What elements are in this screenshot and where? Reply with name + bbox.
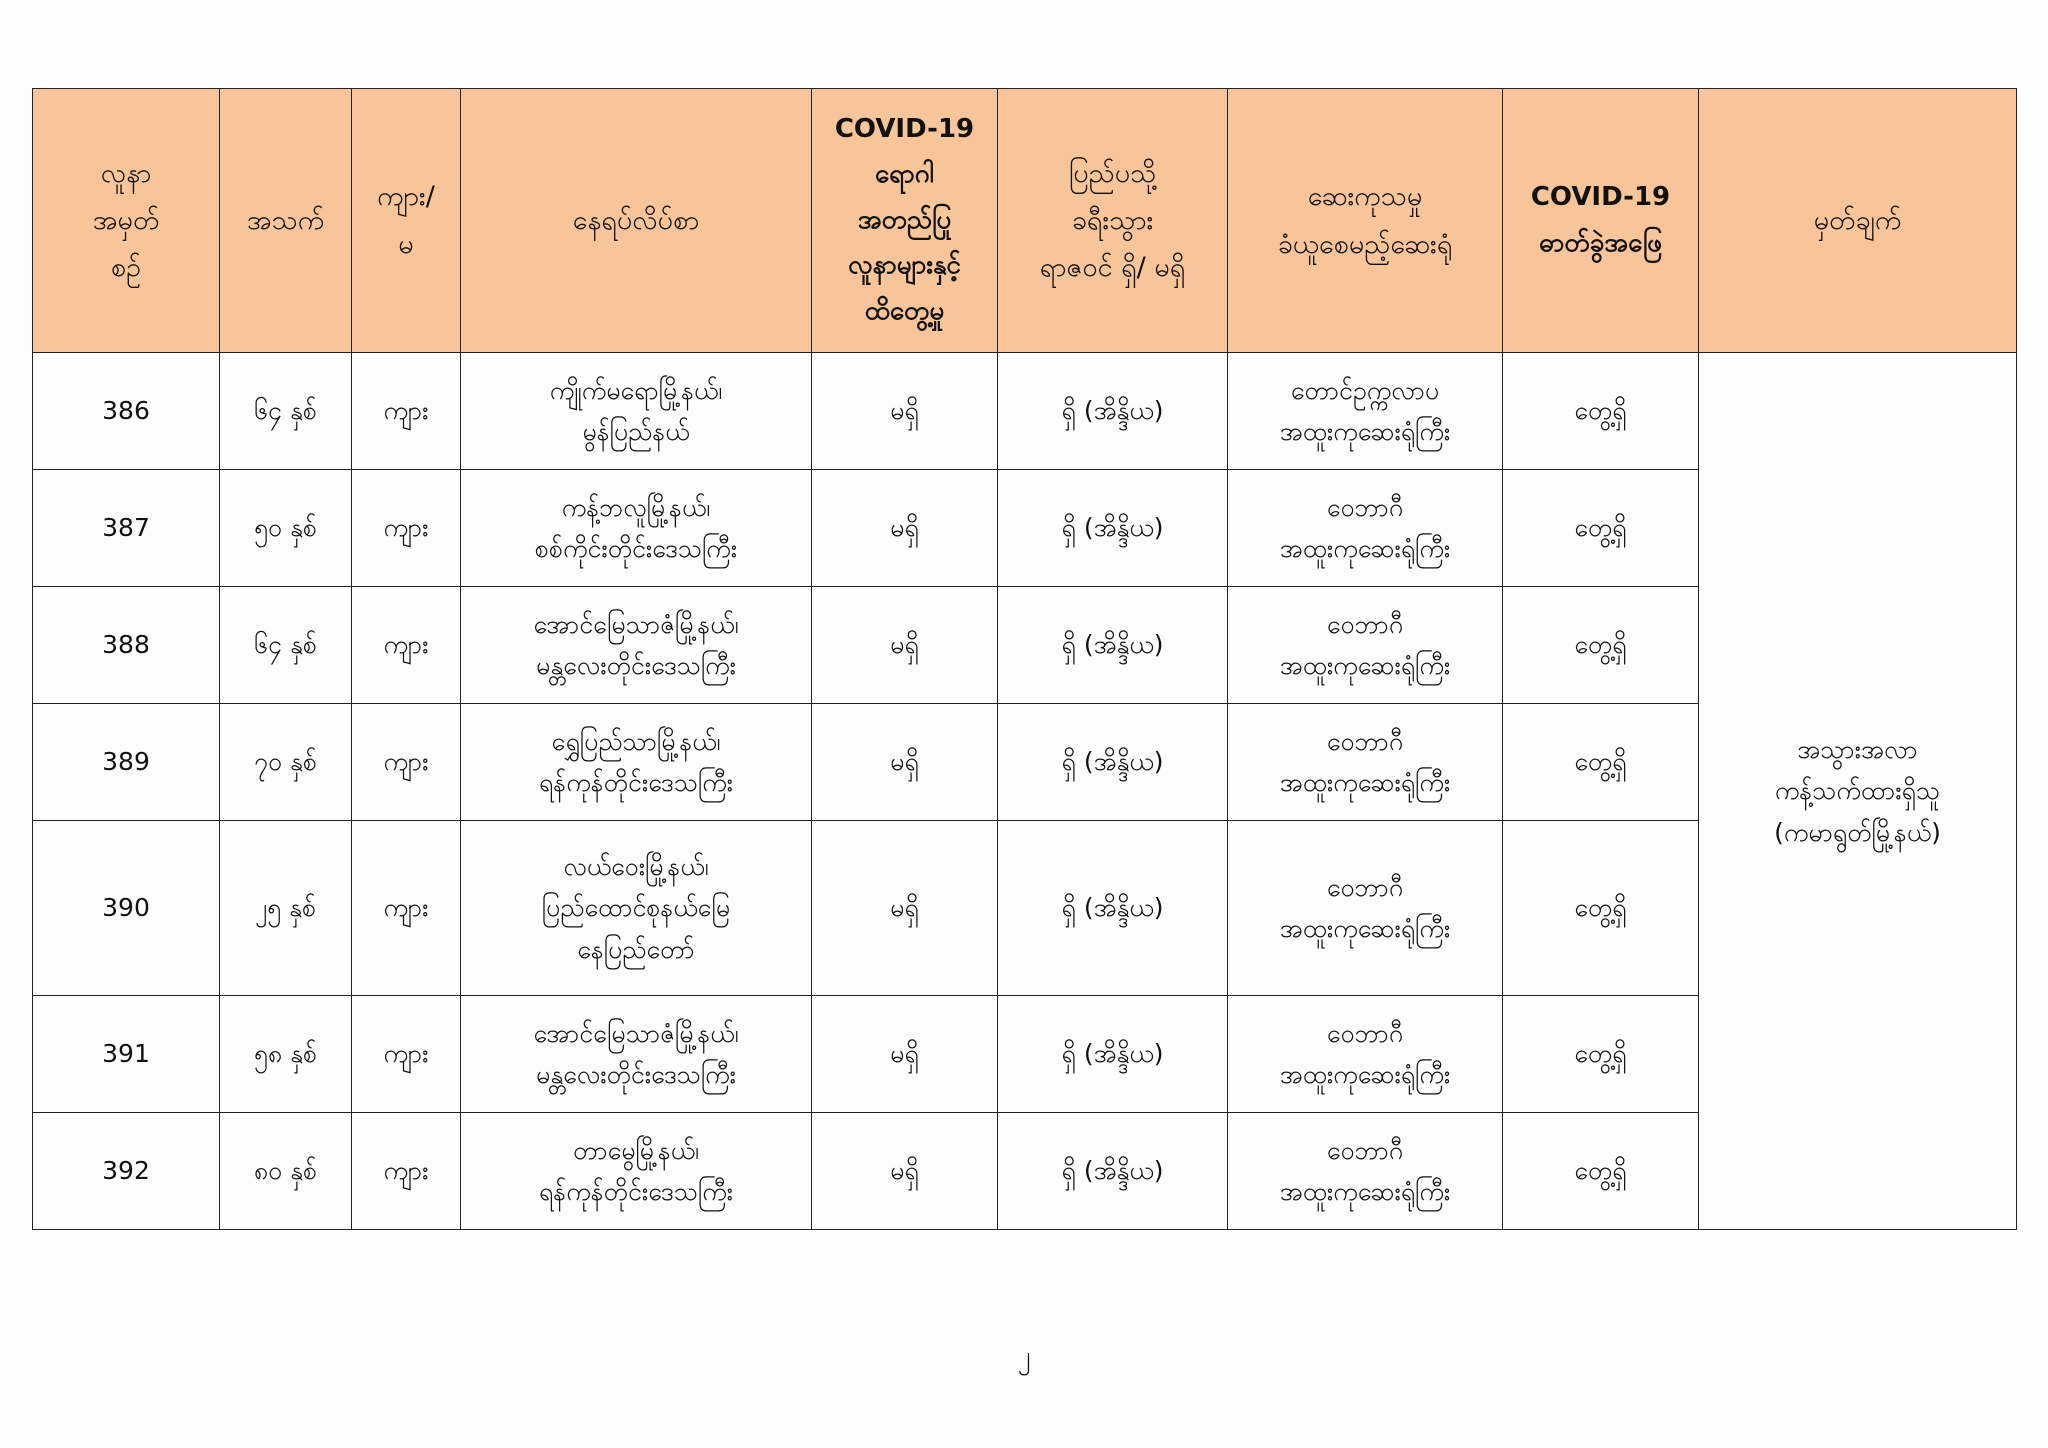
cell-result: တွေ့ရှိ: [1503, 996, 1699, 1113]
page-number: ၂: [1017, 1341, 1031, 1371]
cell-contact: မရှိ: [812, 821, 998, 996]
cell-age: ၅၀ နှစ်: [220, 470, 352, 587]
cell-address: ကန့်ဘလူမြို့နယ်၊ စစ်ကိုင်းတိုင်းဒေသကြီး: [461, 470, 812, 587]
cell-sex: ကျား: [352, 1113, 461, 1230]
cell-sex: ကျား: [352, 996, 461, 1113]
cell-hospital: ဝေဘာဂီ အထူးကုဆေးရုံကြီး: [1228, 470, 1503, 587]
cell-travel: ရှိ (အိန္ဒိယ): [998, 587, 1228, 704]
cell-travel: ရှိ (အိန္ဒိယ): [998, 821, 1228, 996]
cell-age: ၂၅ နှစ်: [220, 821, 352, 996]
cell-hospital: ဝေဘာဂီ အထူးကုဆေးရုံကြီး: [1228, 587, 1503, 704]
cell-address: အောင်မြေသာဇံမြို့နယ်၊ မန္တလေးတိုင်းဒေသကြီး: [461, 587, 812, 704]
cell-age: ၆၄ နှစ်: [220, 587, 352, 704]
cell-age: ၆၄ နှစ်: [220, 353, 352, 470]
cell-result: တွေ့ရှိ: [1503, 587, 1699, 704]
table-header: [33, 89, 2017, 353]
cell-address: ကျိုက်မရောမြို့နယ်၊ မွန်ပြည်နယ်: [461, 353, 812, 470]
cell-patient-no: 390: [33, 821, 220, 996]
cell-travel: ရှိ (အိန္ဒိယ): [998, 1113, 1228, 1230]
cell-travel: ရှိ (အိန္ဒိယ): [998, 704, 1228, 821]
cell-hospital: ဝေဘာဂီ အထူးကုဆေးရုံကြီး: [1228, 996, 1503, 1113]
cell-address: လယ်ဝေးမြို့နယ်၊ ပြည်ထောင်စုနယ်မြေ နေပြည်တော်: [461, 821, 812, 996]
cell-age: ၇၀ နှစ်: [220, 704, 352, 821]
cell-hospital: တောင်ဥက္ကလာပ အထူးကုဆေးရုံကြီး: [1228, 353, 1503, 470]
cell-contact: မရှိ: [812, 704, 998, 821]
cell-patient-no: 389: [33, 704, 220, 821]
covid-case-table: [32, 88, 2017, 1230]
header-remark: မှတ်ချက်: [1699, 89, 2017, 353]
cell-sex: ကျား: [352, 587, 461, 704]
header-sex: ကျား/ မ: [352, 89, 461, 353]
cell-sex: ကျား: [352, 353, 461, 470]
table-body: [33, 353, 2017, 1230]
cell-sex: ကျား: [352, 821, 461, 996]
cell-travel: ရှိ (အိန္ဒိယ): [998, 470, 1228, 587]
cell-contact: မရှိ: [812, 1113, 998, 1230]
cell-contact: မရှိ: [812, 996, 998, 1113]
cell-contact: မရှိ: [812, 470, 998, 587]
header-contact: COVID-19 ရောဂါ အတည်ပြု လူနာများနှင့် ထိတွေ့မှု: [812, 89, 998, 353]
cell-sex: ကျား: [352, 470, 461, 587]
cell-result: တွေ့ရှိ: [1503, 704, 1699, 821]
cell-result: တွေ့ရှိ: [1503, 353, 1699, 470]
cell-patient-no: 388: [33, 587, 220, 704]
cell-sex: ကျား: [352, 704, 461, 821]
header-lab-result: COVID-19 ဓာတ်ခွဲအဖြေ: [1503, 89, 1699, 353]
cell-address: တာမွေမြို့နယ်၊ ရန်ကုန်တိုင်းဒေသကြီး: [461, 1113, 812, 1230]
header-patient-no: လူနာ အမှတ် စဉ်: [33, 89, 220, 353]
cell-patient-no: 387: [33, 470, 220, 587]
cell-hospital: ဝေဘာဂီ အထူးကုဆေးရုံကြီး: [1228, 821, 1503, 996]
header-hospital: ဆေးကုသမှု ခံယူစေမည့်ဆေးရုံ: [1228, 89, 1503, 353]
cell-hospital: ဝေဘာဂီ အထူးကုဆေးရုံကြီး: [1228, 704, 1503, 821]
header-address: နေရပ်လိပ်စာ: [461, 89, 812, 353]
cell-result: တွေ့ရှိ: [1503, 821, 1699, 996]
cell-patient-no: 386: [33, 353, 220, 470]
cell-patient-no: 392: [33, 1113, 220, 1230]
cell-travel: ရှိ (အိန္ဒိယ): [998, 353, 1228, 470]
cell-result: တွေ့ရှိ: [1503, 470, 1699, 587]
cell-travel: ရှိ (အိန္ဒိယ): [998, 996, 1228, 1113]
cell-contact: မရှိ: [812, 587, 998, 704]
cell-remark: အသွားအလာ ကန့်သက်ထားရှိသူ (ကမာရွတ်မြို့နယ်): [1699, 353, 2017, 1230]
header-travel-history: ပြည်ပသို့ ခရီးသွား ရာဇဝင် ရှိ/ မရှိ: [998, 89, 1228, 353]
header-age: အသက်: [220, 89, 352, 353]
cell-result: တွေ့ရှိ: [1503, 1113, 1699, 1230]
table-row: [33, 353, 2017, 470]
cell-address: အောင်မြေသာဇံမြို့နယ်၊ မန္တလေးတိုင်းဒေသကြီး: [461, 996, 812, 1113]
cell-contact: မရှိ: [812, 353, 998, 470]
cell-age: ၅၈ နှစ်: [220, 996, 352, 1113]
cell-address: ရွှေပြည်သာမြို့နယ်၊ ရန်ကုန်တိုင်းဒေသကြီး: [461, 704, 812, 821]
cell-hospital: ဝေဘာဂီ အထူးကုဆေးရုံကြီး: [1228, 1113, 1503, 1230]
cell-age: ၈၀ နှစ်: [220, 1113, 352, 1230]
cell-patient-no: 391: [33, 996, 220, 1113]
